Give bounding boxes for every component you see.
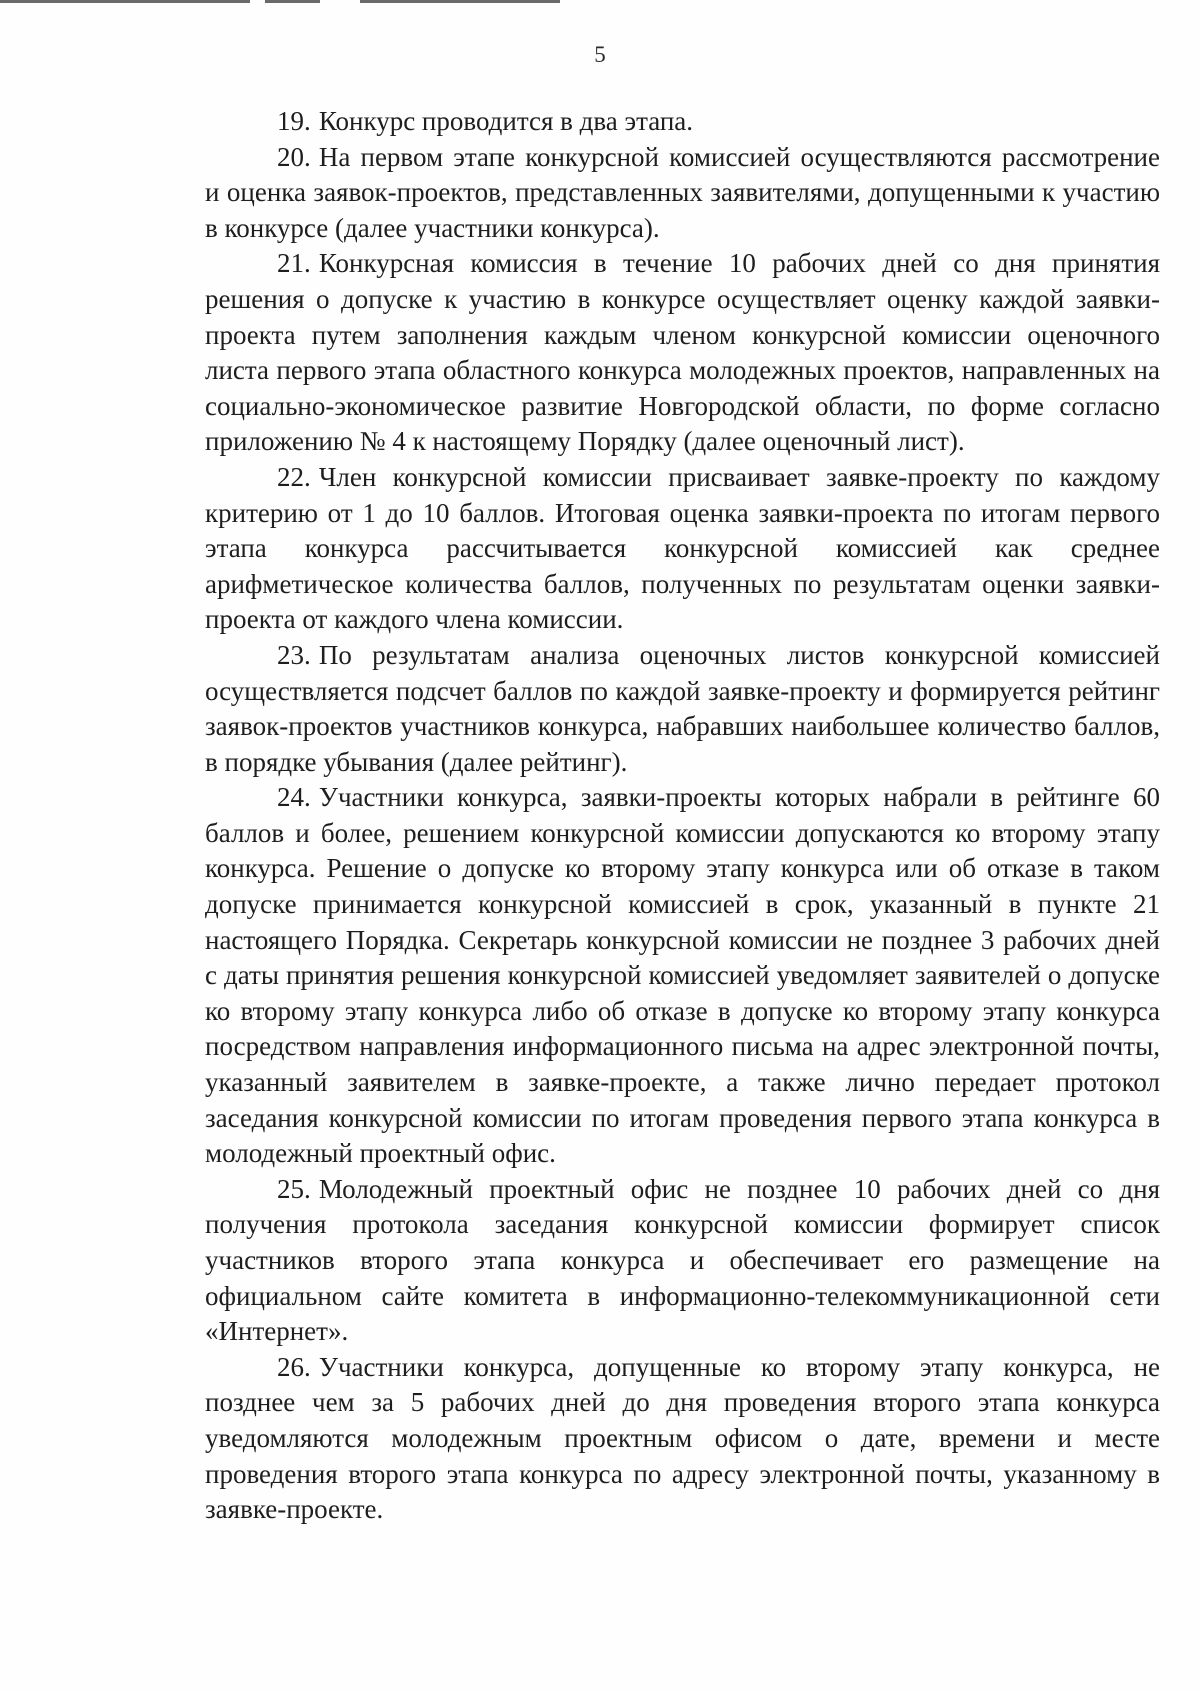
paragraph-number: 24. [277, 782, 311, 813]
paragraph-number: 19. [277, 106, 311, 136]
paragraph-25 [205, 1172, 1160, 1350]
scan-mark-2 [265, 0, 320, 3]
paragraph-number: 20. [277, 141, 311, 172]
paragraph-24 [205, 780, 1160, 1172]
scan-edge-marks [0, 0, 1200, 8]
paragraph-text: На первом этапе конкурсной комиссией осуществляются рассмотрение и оценка заявок-проектов, представленных заявителями, допущенными к участию в конкурсе (далее участники конкурса). [205, 141, 1160, 243]
paragraph-number: 23. [277, 639, 311, 670]
scan-mark-3 [360, 0, 560, 3]
paragraph-number: 21. [277, 248, 311, 279]
page-number: 5 [594, 42, 606, 67]
paragraph-number: 25. [277, 1173, 311, 1204]
paragraph-21 [205, 246, 1160, 460]
paragraph-number: 26. [277, 1351, 311, 1382]
paragraph-text: По результатам анализа оценочных листов конкурсной комиссией осуществляется подсчет баллов по каждой заявке-проекту и формируется рейтинг заявок-проектов участников конкурса, набравших наибольшее количество баллов, в порядке убывания (далее рейтинг). [205, 639, 1160, 777]
paragraph-20 [205, 140, 1160, 247]
scan-mark-1 [0, 0, 250, 3]
document-body [205, 104, 1160, 1528]
paragraph-text: Конкурсная комиссия в течение 10 рабочих дней со дня принятия решения о допуске к участию в конкурсе осуществляет оценку каждой заявки-проекта путем заполнения каждым членом конкурсной комиссии оценочного листа первого этапа областного конкурса молодежных проектов, направленных на социально-экономическое развитие Новгородской области, по форме согласно приложению № 4 к настоящему Порядку (далее оценочный лист). [205, 248, 1160, 457]
paragraph-number: 22. [277, 461, 311, 492]
paragraph-23 [205, 638, 1160, 780]
paragraph-26 [205, 1350, 1160, 1528]
paragraph-text: Член конкурсной комиссии присваивает заявке-проекту по каждому критерию от 1 до 10 баллов. Итоговая оценка заявки-проекта по итогам первого этапа конкурса рассчитывается конкурсной комиссией как среднее арифметическое количества баллов, полученных по результатам оценки заявки-проекта от каждого члена комиссии. [205, 461, 1160, 635]
paragraph-22 [205, 460, 1160, 638]
paragraph-text: Участники конкурса, заявки-проекты которых набрали в рейтинге 60 баллов и более, решением конкурсной комиссии допускаются ко второму этапу конкурса. Решение о допуске ко второму этапу конкурса или об отказе в таком допуске принимается конкурсной комиссией в срок, указанный в пункте 21 настоящего Порядка. Секретарь конкурсной комиссии не позднее 3 рабочих дней с даты принятия решения конкурсной комиссией уведомляет заявителей о допуске ко второму этапу конкурса либо об отказе в допуске ко второму этапу конкурса посредством направления информационного письма на адрес электронной почты, указанный заявителем в заявке-проекте, а также лично передает протокол заседания конкурсной комиссии по итогам проведения первого этапа конкурса в молодежный проектный офис. [205, 782, 1160, 1169]
paragraph-19 [205, 104, 1160, 140]
paragraph-text: Участники конкурса, допущенные ко второму этапу конкурса, не позднее чем за 5 рабочих дней до дня проведения второго этапа конкурса уведомляются молодежным проектным офисом о дате, времени и месте проведения второго этапа конкурса по адресу электронной почты, указанному в заявке-проекте. [205, 1351, 1160, 1525]
paragraph-text: Молодежный проектный офис не позднее 10 рабочих дней со дня получения протокола заседания конкурсной комиссии формирует список участников второго этапа конкурса и обеспечивает его размещение на официальном сайте комитета в информационно-телекоммуникационной сети «Интернет». [205, 1173, 1160, 1347]
paragraph-text: Конкурс проводится в два этапа. [318, 106, 694, 136]
